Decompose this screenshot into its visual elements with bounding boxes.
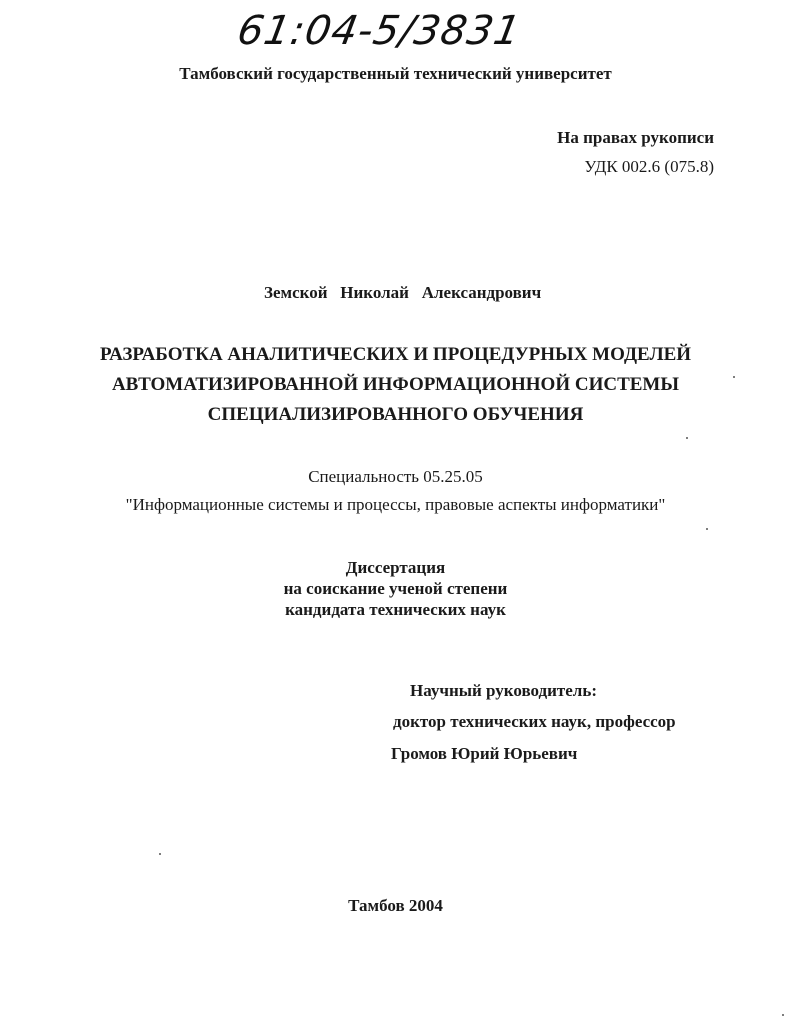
manuscript-note: На правах рукописи bbox=[557, 128, 714, 147]
scan-speck bbox=[782, 1014, 784, 1016]
title-line: РАЗРАБОТКА АНАЛИТИЧЕСКИХ И ПРОЦЕДУРНЫХ МОДЕЛЕЙ bbox=[99, 344, 692, 365]
udk-code: УДК 002.6 (075.8) bbox=[584, 157, 714, 176]
degree-line: на соискание ученой степени bbox=[283, 579, 508, 598]
degree-line: кандидата технических наук bbox=[285, 600, 506, 619]
handwritten-archive-code: 61:04-5/3831 bbox=[233, 8, 525, 54]
author-name: Земской Николай Александрович bbox=[264, 283, 542, 302]
supervisor-title: доктор технических наук, профессор bbox=[393, 712, 676, 731]
scan-speck bbox=[159, 853, 161, 855]
title-line: СПЕЦИАЛИЗИРОВАННОГО ОБУЧЕНИЯ bbox=[207, 404, 584, 425]
specialty-name: "Информационные системы и процессы, правовые аспекты информатики" bbox=[125, 495, 666, 514]
degree-line: Диссертация bbox=[345, 558, 446, 577]
degree-statement bbox=[0, 557, 791, 620]
supervisor-label: Научный руководитель: bbox=[410, 681, 597, 700]
scan-speck bbox=[706, 528, 708, 530]
supervisor-name: Громов Юрий Юрьевич bbox=[391, 744, 578, 763]
scan-speck bbox=[686, 437, 688, 439]
scan-speck bbox=[733, 376, 735, 378]
institution-name: Тамбовский государственный технический университет bbox=[179, 64, 612, 83]
city-year: Тамбов 2004 bbox=[348, 896, 443, 915]
title-line: АВТОМАТИЗИРОВАННОЙ ИНФОРМАЦИОННОЙ СИСТЕМЫ bbox=[111, 374, 680, 395]
specialty-code: Специальность 05.25.05 bbox=[308, 467, 483, 486]
dissertation-title bbox=[0, 340, 791, 430]
